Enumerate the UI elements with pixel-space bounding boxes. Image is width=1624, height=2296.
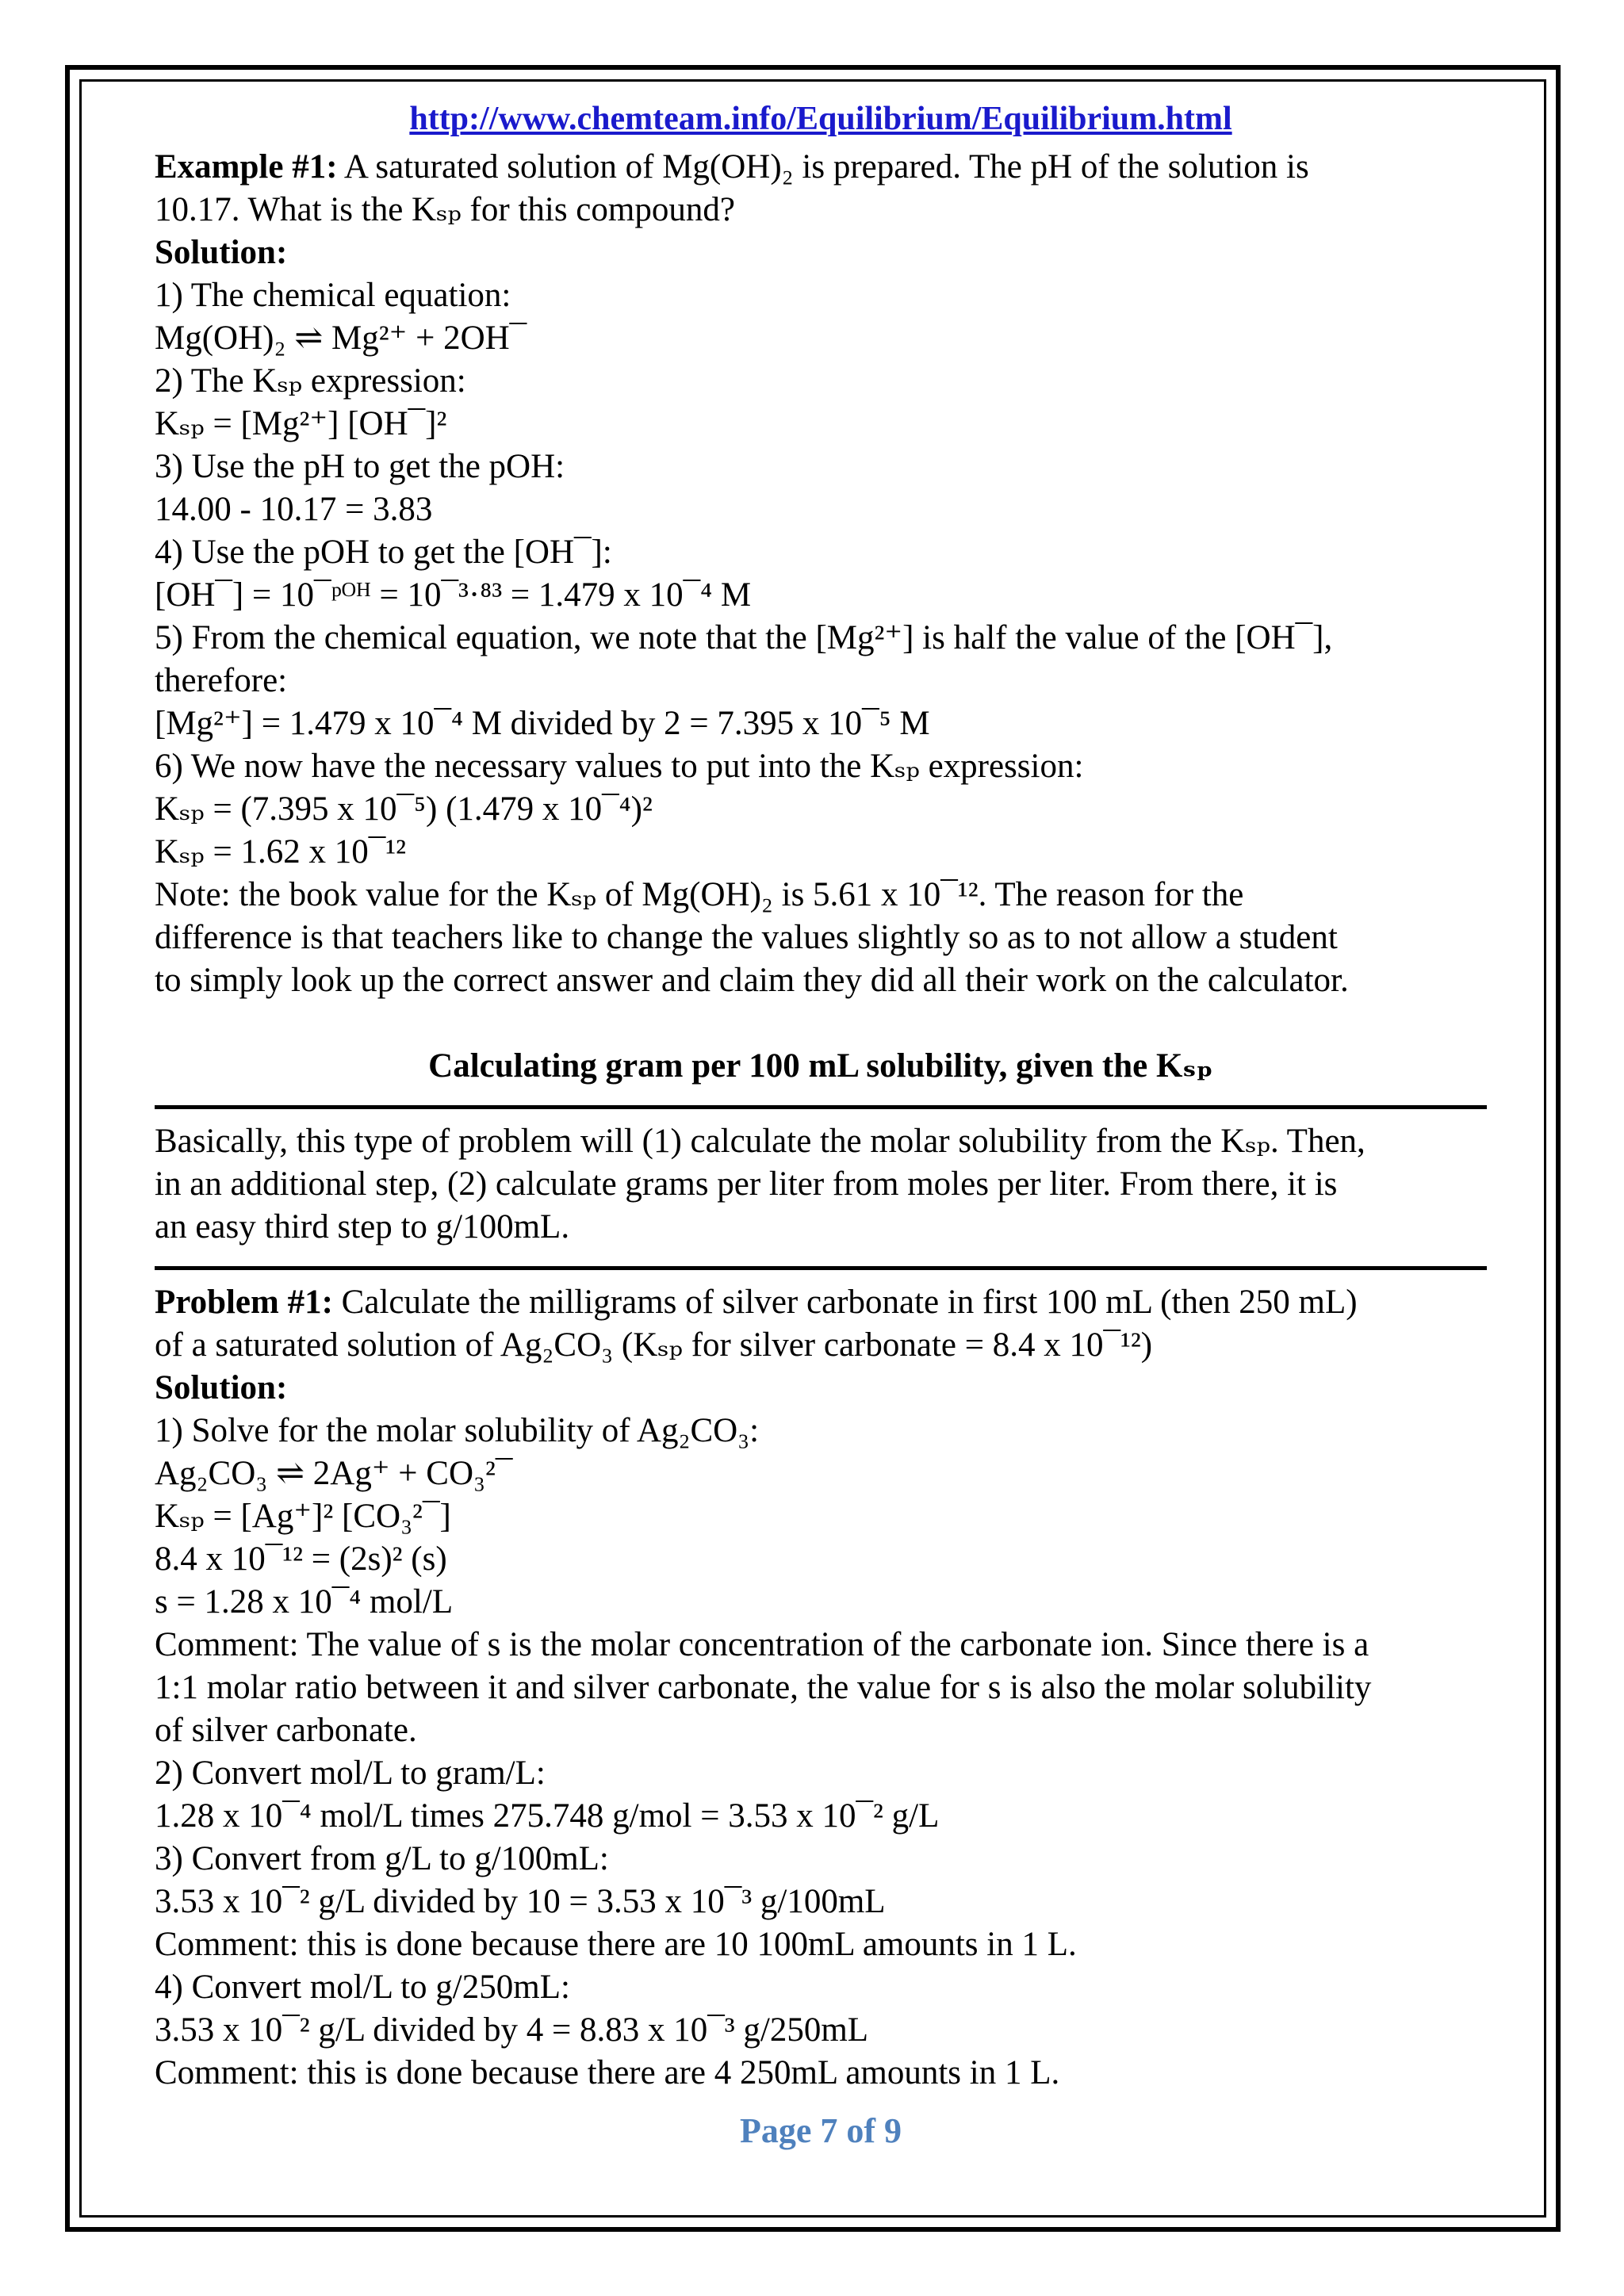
page-url	[155, 97, 1487, 141]
example1-step: Kₛₚ = 1.62 x 10¯¹²	[155, 833, 407, 871]
example1-step: 1) The chemical equation:	[155, 277, 511, 314]
problem1-question-text: Calculate the milligrams of silver carbonate in first 100 mL (then 250 mL)	[341, 1284, 1358, 1321]
example1-note: to simply look up the correct answer and claim they did all their work on the calculator.	[155, 962, 1349, 999]
document-body	[155, 94, 1487, 2151]
example1-solution-label: Solution:	[155, 234, 288, 271]
problem1-solution-label: Solution:	[155, 1369, 288, 1406]
example1-step: 14.00 - 10.17 = 3.83	[155, 491, 433, 528]
section-intro-line: in an additional step, (2) calculate grams per liter from moles per liter. From there, it is	[155, 1165, 1338, 1203]
problem1-comment: Comment: The value of s is the molar concentration of the carbonate ion. Since there is a	[155, 1626, 1369, 1663]
example1-step: Kₛₚ = (7.395 x 10¯⁵) (1.479 x 10¯⁴)²	[155, 790, 653, 828]
example1-question-line-2: 10.17. What is the Kₛₚ for this compound?	[155, 191, 735, 228]
problem1-question-line-2: of a saturated solution of Ag₂CO₃ (Kₛₚ for silver carbonate = 8.4 x 10¯¹²)	[155, 1326, 1153, 1364]
problem1-step: s = 1.28 x 10¯⁴ mol/L	[155, 1583, 454, 1621]
section-divider-bottom	[155, 1266, 1487, 1270]
source-link[interactable]: http://www.chemteam.info/Equilibrium/Equilibrium.html	[409, 101, 1232, 137]
problem1-comment: of silver carbonate.	[155, 1712, 417, 1749]
example1-question-text: A saturated solution of Mg(OH)₂ is prepared. The pH of the solution is	[343, 148, 1309, 186]
problem1-step: 4) Convert mol/L to g/250mL:	[155, 1969, 570, 2006]
example1-note: difference is that teachers like to change the values slightly so as to not allow a student	[155, 919, 1338, 956]
problem1-step: 3.53 x 10¯² g/L divided by 10 = 3.53 x 10¯³ g/100mL	[155, 1883, 886, 1920]
problem1-step: 3.53 x 10¯² g/L divided by 4 = 8.83 x 10¯³ g/250mL	[155, 2011, 869, 2049]
example1-step: 2) The Kₛₚ expression:	[155, 362, 466, 400]
example1-step: 5) From the chemical equation, we note that the [Mg²⁺] is half the value of the [OH¯],	[155, 619, 1333, 656]
example1-step: Kₛₚ = [Mg²⁺] [OH¯]²	[155, 405, 447, 442]
section-heading: Calculating gram per 100 mL solubility, given the Kₛₚ	[428, 1047, 1213, 1085]
problem1-step: Kₛₚ = [Ag⁺]² [CO₃²¯]	[155, 1498, 451, 1535]
example1-step: 6) We now have the necessary values to put into the Kₛₚ expression:	[155, 748, 1084, 785]
example1-step: [Mg²⁺] = 1.479 x 10¯⁴ M divided by 2 = 7.395 x 10¯⁵ M	[155, 705, 930, 742]
example1-step: 4) Use the pOH to get the [OH¯]:	[155, 534, 612, 571]
section-intro-line: an easy third step to g/100mL.	[155, 1208, 570, 1246]
problem1-step: 2) Convert mol/L to gram/L:	[155, 1755, 546, 1792]
problem1-step: 3) Convert from g/L to g/100mL:	[155, 1840, 609, 1877]
example1-question-line-1	[155, 146, 1487, 189]
example1-step: 3) Use the pH to get the pOH:	[155, 448, 565, 485]
example1-step: Mg(OH)₂ ⇌ Mg²⁺ + 2OH¯	[155, 320, 527, 357]
problem1-step: Ag₂CO₃ ⇌ 2Ag⁺ + CO₃²¯	[155, 1455, 513, 1492]
problem1-question-line-1	[155, 1281, 1487, 1324]
example1-step: therefore:	[155, 662, 288, 699]
problem1-comment: Comment: this is done because there are 4 250mL amounts in 1 L.	[155, 2054, 1060, 2091]
problem1-step: 8.4 x 10¯¹² = (2s)² (s)	[155, 1540, 447, 1578]
problem1-step: 1) Solve for the molar solubility of Ag₂CO₃:	[155, 1412, 760, 1449]
example1-step: [OH¯] = 10¯ᵖᴼᴴ = 10¯³·⁸³ = 1.479 x 10¯⁴ M	[155, 576, 752, 614]
problem1-step: 1.28 x 10¯⁴ mol/L times 275.748 g/mol = 3.53 x 10¯² g/L	[155, 1797, 940, 1835]
section-intro-line: Basically, this type of problem will (1) calculate the molar solubility from the Kₛₚ. Then,	[155, 1123, 1365, 1160]
section-divider-top	[155, 1105, 1487, 1109]
example1-label: Example #1:	[155, 148, 338, 186]
page-number: Page 7 of 9	[739, 2111, 902, 2150]
problem1-label: Problem #1:	[155, 1284, 333, 1321]
problem1-comment: Comment: this is done because there are 10 100mL amounts in 1 L.	[155, 1926, 1077, 1963]
problem1-comment: 1:1 molar ratio between it and silver carbonate, the value for s is also the molar solubility	[155, 1669, 1372, 1706]
example1-note: Note: the book value for the Kₛₚ of Mg(OH)₂ is 5.61 x 10¯¹². The reason for the	[155, 876, 1244, 913]
